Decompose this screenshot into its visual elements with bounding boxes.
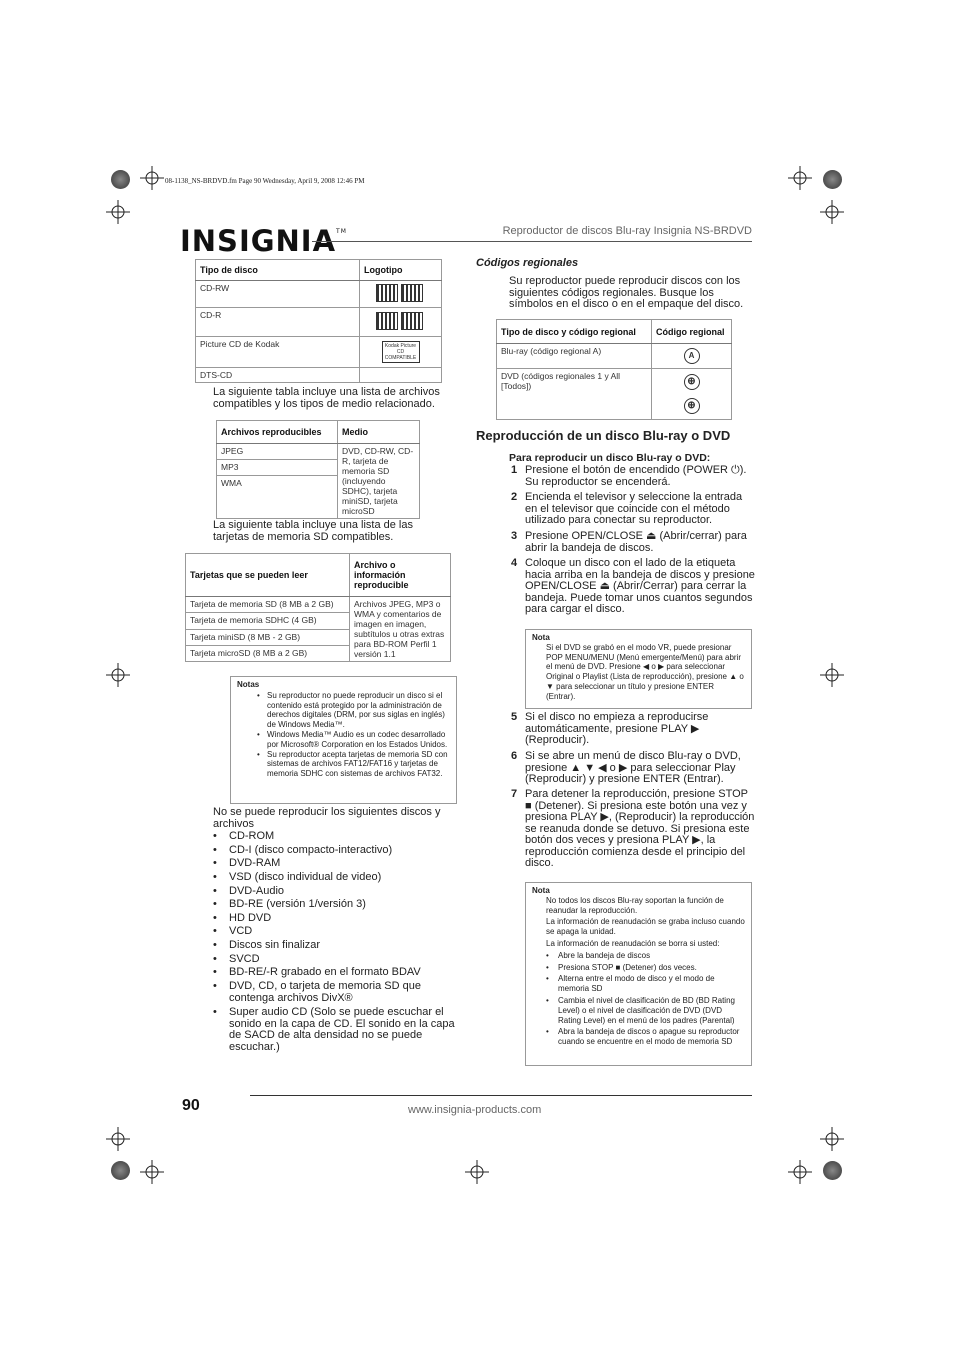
table-header: Medio	[338, 421, 420, 444]
table-cell: Picture CD de Kodak	[196, 337, 360, 368]
globe-region-all-icon: ⊕	[684, 374, 700, 390]
table-cell: MP3	[217, 460, 338, 476]
table-header: Archivo o información reproducible	[350, 554, 451, 597]
footer-rule	[250, 1095, 752, 1096]
table-cell: DTS-CD	[196, 368, 360, 383]
note-item-text: Presiona STOP ■ (Detener) dos veces.	[558, 962, 697, 972]
registration-mark-icon	[788, 1160, 812, 1184]
color-target-icon	[823, 1161, 842, 1180]
note-text: La información de reanudación se borra si usted:	[546, 938, 720, 948]
list-item-text: DVD-Audio	[229, 885, 285, 897]
step-text: Encienda el televisor y seleccione la entrada en el televisor que coincide con el método utilizado para conectar su reproductor.	[525, 491, 743, 526]
globe-region-all-icon: ⊕	[684, 398, 700, 414]
note-item: • Su reproductor acepta tarjetas de memoria SD con sistemas de archivos FAT12/FAT16 y tarjetas de memoria SDHC con sistemas de archivos FAT32.	[257, 749, 448, 779]
note-text: Si el DVD se grabó en el modo VR, puede presionar POP MENU/MENU (Menú emergente/Menú) para abrir el menú de DVD. Presione ◀ o ▶ para seleccionar Original o Playlist (Lista de reproducción), presione ▲ o ▼ para seleccionar un título y presione ENTER (Entrar).	[546, 642, 744, 701]
note-item-text: Windows Media™ Audio es un codec desarrollado por Microsoft® Corporation en los Estados Unidos.	[267, 729, 448, 749]
color-target-icon	[823, 170, 842, 189]
registration-mark-icon	[465, 1160, 489, 1184]
notes-box	[230, 676, 457, 804]
table-cell: DVD, CD-RW, CD-R, tarjeta de memoria SD (incluyendo SDHC), tarjeta miniSD, tarjeta microSD	[338, 444, 420, 519]
list-item-text: BD-RE (versión 1/versión 3)	[229, 898, 366, 910]
kodak-picture-cd-logo: Kodak Picture CD COMPATIBLE	[382, 341, 420, 363]
registration-mark-icon	[106, 200, 130, 224]
step-number: 4	[511, 557, 518, 569]
step-text: Si el disco no empieza a reproducirse automáticamente, presione PLAY ▶ (Reproducir).	[525, 711, 709, 746]
table-header: Tarjetas que se pueden leer	[186, 554, 350, 597]
registration-mark-icon	[820, 663, 844, 687]
section-heading: Códigos regionales	[476, 257, 579, 269]
note-list	[532, 951, 745, 1047]
logo-cell	[360, 368, 442, 383]
note-item-text: Abre la bandeja de discos	[558, 950, 651, 960]
region-icon-cell	[652, 369, 732, 420]
table-header: Archivos reproducibles	[217, 421, 338, 444]
bullet-icon: •	[213, 830, 217, 842]
logo-cell	[360, 337, 442, 368]
page-number: 90	[182, 1097, 200, 1114]
footer-url: www.insignia-products.com	[408, 1104, 542, 1116]
table-cell: Tarjeta de memoria SD (8 MB a 2 GB)	[186, 597, 350, 613]
logo-cell	[360, 281, 442, 308]
step-number: 1	[511, 464, 518, 476]
note-item: • Su reproductor no puede reproducir un disco si el contenido está protegido por la administración de derechos digitales (DRM, por sus siglas en inglés) de Windows Media™.	[257, 690, 445, 730]
table-cell: CD-R	[196, 308, 360, 337]
table-cell: Tarjeta de memoria SDHC (4 GB)	[186, 613, 350, 629]
registration-mark-icon	[140, 166, 164, 190]
disc-type-table	[195, 259, 442, 383]
table-header: Código regional	[652, 320, 732, 344]
registration-mark-icon	[106, 663, 130, 687]
note-item: • Abra la bandeja de discos o apague su reproductor cuando se encuentre en el modo de memoria SD	[546, 1027, 740, 1047]
list-item-text: HD DVD	[229, 912, 272, 924]
paragraph: La siguiente tabla incluye una lista de archivos compatibles y los tipos de medio relacionado.	[213, 386, 440, 410]
bullet-icon: •	[213, 966, 217, 978]
section-heading: Reproducción de un disco Blu-ray o DVD	[476, 428, 731, 443]
registration-mark-icon	[140, 1160, 164, 1184]
paragraph: No se puede reproducir los siguientes discos y archivos	[213, 806, 441, 830]
bullet-icon: •	[213, 912, 217, 924]
bullet-icon: •	[213, 844, 217, 856]
note-item: • Windows Media™ Audio es un codec desarrollado por Microsoft® Corporation en los Estados Unidos.	[257, 729, 448, 749]
note-item-text: Su reproductor no puede reproducir un disco si el contenido está protegido por la administración de derechos digitales (DRM, por sus siglas en inglés) de Windows Media™.	[267, 690, 445, 730]
bullet-icon: •	[213, 939, 217, 951]
step-text: Presione el botón de encendido (POWER ⏻). Su reproductor se encenderá.	[525, 464, 747, 488]
list-item-text: Discos sin finalizar	[229, 939, 321, 951]
step-text: Coloque un disco con el lado de la etiqueta hacia arriba en la bandeja de discos y presione OPEN/CLOSE ⏏ (Abrir/Cerrar) para cerrar la bandeja. Puede tomar unos cuantos segundos para cargar el disco.	[525, 557, 755, 615]
header-title: Reproductor de discos Blu-ray Insignia NS-BRDVD	[502, 225, 752, 237]
files-table	[216, 420, 420, 519]
list-item-text: VCD	[229, 925, 253, 937]
compact-disc-logo-icon	[401, 284, 423, 302]
list-item-text: DVD-RAM	[229, 857, 281, 869]
note-box	[525, 882, 752, 1066]
compact-disc-logo-icon	[401, 312, 423, 330]
list-item-text: Super audio CD (Solo se puede escuchar el sonido en la capa de CD. El sonido en la capa de SACD de alta densidad no se puede escuchar.)	[229, 1006, 455, 1053]
note-item: • Presiona STOP ■ (Detener) dos veces.	[546, 962, 697, 972]
table-cell: JPEG	[217, 444, 338, 460]
header-rule	[312, 241, 752, 242]
table-cell: CD-RW	[196, 281, 360, 308]
paragraph: La siguiente tabla incluye una lista de las tarjetas de memoria SD compatibles.	[213, 519, 413, 543]
registration-mark-icon	[106, 1127, 130, 1151]
table-cell: Archivos JPEG, MP3 o WMA y comentarios de imagen en imagen, subtítulos u otras extras para BD-ROM Perfil 1 versión 1.1	[350, 597, 451, 662]
table-header: Tipo de disco y código regional	[497, 320, 652, 344]
compact-disc-logo-icon	[376, 312, 398, 330]
step-text: Si se abre un menú de disco Blu-ray o DVD, presione ▲ ▼ ◀ o ▶ para seleccionar Play (Reproducir) y presione ENTER (Entrar).	[525, 750, 741, 785]
list-item-text: CD-ROM	[229, 830, 275, 842]
note-title: Nota	[532, 633, 550, 642]
list-item-text: BD-RE/-R grabado en el formato BDAV	[229, 966, 421, 978]
note-item-text: Alterna entre el modo de disco y el modo de memoria SD	[558, 974, 715, 994]
region-code-table	[496, 319, 732, 420]
list-item-text: DVD, CD, o tarjeta de memoria SD que contenga archivos DivX®	[229, 980, 421, 1004]
step-number: 6	[511, 750, 518, 762]
list-item-text: VSD (disco individual de video)	[229, 871, 382, 883]
table-cell: Tarjeta microSD (8 MB a 2 GB)	[186, 645, 350, 661]
sd-cards-table	[185, 553, 451, 662]
note-item-text: Cambia el nivel de clasificación de BD (BD Rating Level) o el nivel de clasificación de DVD (DVD Rating Level) en el menú de los padres (Parental)	[558, 995, 735, 1025]
registration-mark-icon	[820, 200, 844, 224]
note-item: • Abre la bandeja de discos	[546, 950, 651, 960]
compact-disc-logo-icon	[376, 284, 398, 302]
table-header: Tipo de disco	[196, 260, 360, 281]
note-item-text: Su reproductor acepta tarjetas de memoria SD con sistemas de archivos FAT12/FAT16 y tarjetas de memoria SDHC con sistemas de archivos FAT32.	[267, 749, 448, 779]
step-number: 3	[511, 530, 518, 542]
bullet-icon: •	[213, 871, 217, 883]
note-item: • Cambia el nivel de clasificación de BD (BD Rating Level) o el nivel de clasificación de DVD (DVD Rating Level) en el menú de los padres (Parental)	[546, 995, 735, 1025]
notes-title: Notas	[237, 680, 260, 689]
note-box	[525, 629, 752, 709]
note-text: No todos los discos Blu-ray soportan la función de reanudar la reproducción.	[546, 895, 724, 915]
note-item-text: Abra la bandeja de discos o apague su reproductor cuando se encuentre en el modo de memoria SD	[558, 1027, 740, 1047]
print-slug: 08-1138_NS-BRDVD.fm Page 90 Wednesday, April 9, 2008 12:46 PM	[165, 177, 365, 185]
region-icon-cell	[652, 344, 732, 369]
bullet-icon: •	[213, 925, 217, 937]
bullet-icon: •	[213, 898, 217, 910]
note-text: La información de reanudación se graba incluso cuando se apaga la unidad.	[546, 917, 745, 937]
registration-mark-icon	[788, 166, 812, 190]
region-a-icon: A	[684, 348, 700, 364]
table-cell: Blu-ray (código regional A)	[497, 344, 652, 369]
step-text: Presione OPEN/CLOSE ⏏ (Abrir/cerrar) para abrir la bandeja de discos.	[525, 530, 747, 554]
note-item: • Alterna entre el modo de disco y el modo de memoria SD	[546, 974, 715, 994]
bullet-icon: •	[213, 885, 217, 897]
bullet-icon: •	[213, 980, 217, 992]
brand-name: INSIGNIA	[180, 224, 337, 258]
paragraph: Su reproductor puede reproducir discos con los siguientes códigos regionales. Busque los símbolos en el disco o en el empaque del disco.	[509, 275, 744, 310]
step-number: 7	[511, 788, 518, 800]
logo-cell	[360, 308, 442, 337]
note-title: Nota	[532, 886, 550, 895]
step-number: 5	[511, 711, 518, 723]
list-item-text: SVCD	[229, 953, 260, 965]
step-number: 2	[511, 491, 518, 503]
bullet-icon: •	[213, 857, 217, 869]
table-cell: Tarjeta miniSD (8 MB - 2 GB)	[186, 629, 350, 645]
bullet-icon: •	[213, 953, 217, 965]
color-target-icon	[111, 170, 130, 189]
registration-mark-icon	[820, 1127, 844, 1151]
list-item-text: CD-I (disco compacto-interactivo)	[229, 844, 393, 856]
color-target-icon	[111, 1161, 130, 1180]
table-header: Logotipo	[360, 260, 442, 281]
subheading: Para reproducir un disco Blu-ray o DVD:	[509, 452, 711, 464]
step-text: Para detener la reproducción, presione STOP ■ (Detener). Si presiona este botón una vez y presiona PLAY ▶, (Reproducir) la reproducción se reanuda donde se detuvo. Si presiona este botón dos veces y presiona PLAY ▶, la reproducción comienza desde el principio del disco.	[525, 788, 755, 869]
table-cell: WMA	[217, 476, 338, 519]
trademark: TM	[336, 228, 347, 235]
bullet-icon: •	[213, 1006, 217, 1018]
table-cell: DVD (códigos regionales 1 y All [Todos])	[497, 369, 652, 420]
